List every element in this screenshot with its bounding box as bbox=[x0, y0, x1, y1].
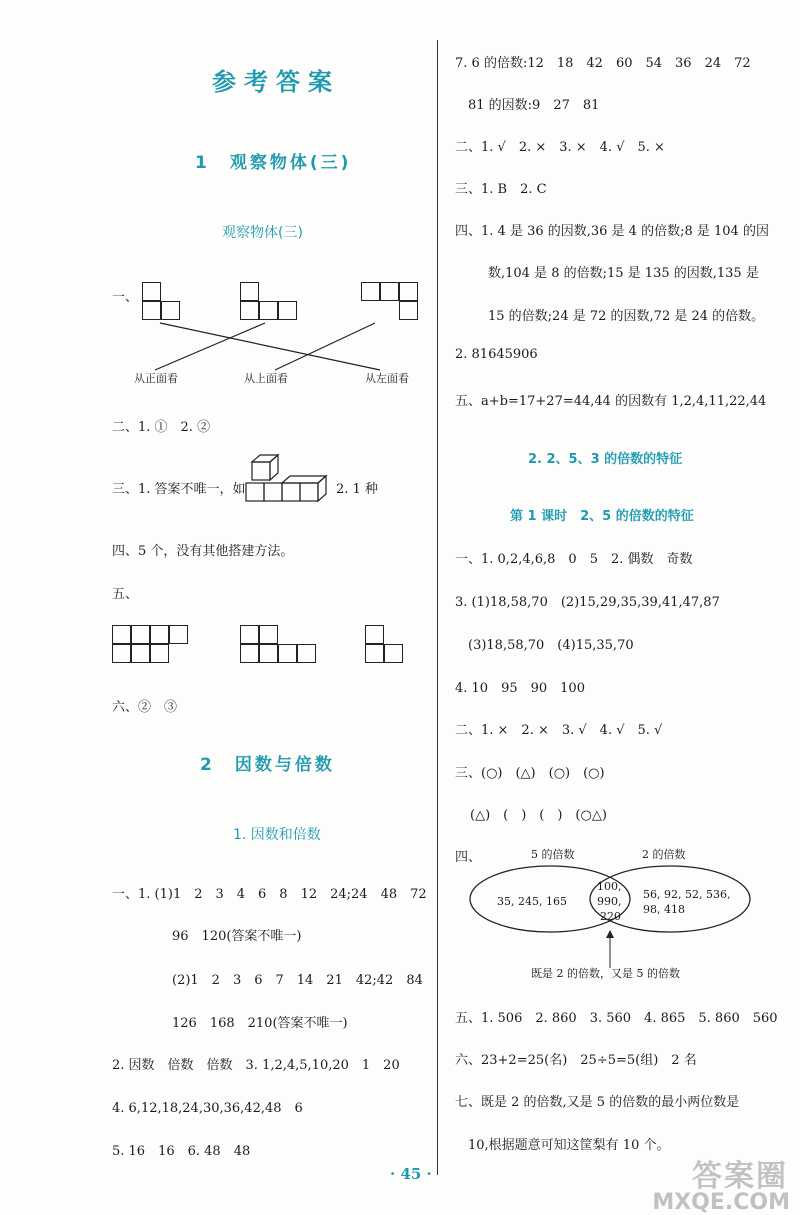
answer-line: 数,104 是 8 的倍数;15 是 135 的因数,135 是 bbox=[488, 266, 759, 281]
venn-left-only: 35, 245, 165 bbox=[497, 895, 567, 908]
venn-left-label: 5 的倍数 bbox=[531, 848, 575, 861]
answer-line: 2. 因数 倍数 倍数 3. 1,2,4,5,10,20 1 20 bbox=[112, 1058, 400, 1073]
label-left-view: 从左面看 bbox=[365, 372, 409, 385]
answer-line: 五、a+b=17+27=44,44 的因数有 1,2,4,11,22,44 bbox=[455, 394, 767, 409]
q5-label: 五、 bbox=[112, 587, 139, 602]
answer-line: 15 的倍数;24 是 72 的因数,72 是 24 的倍数。 bbox=[488, 309, 765, 324]
answer-line: 5. 16 16 6. 48 48 bbox=[112, 1144, 251, 1159]
answer-line: 10,根据题意可知这筐梨有 10 个。 bbox=[468, 1138, 670, 1153]
page-title: 参考答案 bbox=[212, 68, 340, 96]
venn-right-label: 2 的倍数 bbox=[642, 848, 686, 861]
answer-line: 六、23+2=25(名) 25÷5=5(组) 2 名 bbox=[455, 1053, 697, 1068]
answer-line: (3)18,58,70 (4)15,35,70 bbox=[468, 638, 634, 653]
q1-label: 一、 bbox=[112, 290, 139, 305]
answer-line: 三、1. B 2. C bbox=[455, 182, 547, 197]
page-number: · 45 · bbox=[390, 1165, 432, 1183]
answer-line: 81 的因数:9 27 81 bbox=[468, 98, 600, 113]
answer-line: 四、1. 4 是 36 的因数,36 是 4 的倍数;8 是 104 的因 bbox=[455, 224, 769, 239]
answer-line: 七、既是 2 的倍数,又是 5 的倍数的最小两位数是 bbox=[455, 1095, 740, 1110]
chapter-2-title: 2 因数与倍数 bbox=[200, 755, 335, 775]
lesson-1-title: 第 1 课时 2、5 的倍数的特征 bbox=[510, 509, 694, 524]
venn-arrow bbox=[604, 928, 616, 970]
watermark-url: MXQE.COM bbox=[652, 1190, 790, 1215]
q6-answer: 六、② ③ bbox=[112, 700, 178, 715]
venn-caption: 既是 2 的倍数，又是 5 的倍数 bbox=[531, 967, 680, 980]
venn-right-only-2: 98, 418 bbox=[643, 903, 685, 916]
venn-both-3: 220 bbox=[600, 910, 621, 923]
label-top-view: 从上面看 bbox=[244, 372, 288, 385]
section-observe-objects: 观察物体(三) bbox=[222, 225, 303, 241]
venn-both-1: 100, bbox=[597, 880, 622, 893]
answer-line: 3. (1)18,58,70 (2)15,29,35,39,41,47,87 bbox=[455, 595, 720, 610]
watermark-logo: 答案圈 bbox=[692, 1159, 788, 1194]
q3-answer-b: 2. 1 种 bbox=[336, 482, 378, 497]
answer-line: 一、1. (1)1 2 3 4 6 8 12 24;24 48 72 bbox=[112, 887, 427, 902]
venn-right-only-1: 56, 92, 52, 536, bbox=[643, 888, 731, 901]
chapter-1-title: 1 观察物体(三) bbox=[195, 153, 352, 173]
answer-line: 4. 6,12,18,24,30,36,42,48 6 bbox=[112, 1101, 303, 1116]
answer-line: (△) ( ) ( ) (○△) bbox=[470, 808, 607, 823]
answer-line: 三、(○) (△) (○) (○) bbox=[455, 766, 605, 781]
q4-answer: 四、5 个，没有其他搭建方法。 bbox=[112, 544, 294, 559]
answer-line: 二、1. × 2. × 3. √ 4. √ 5. √ bbox=[455, 723, 663, 738]
column-divider bbox=[437, 40, 438, 1175]
matching-lines bbox=[0, 0, 437, 400]
answer-line: 一、1. 0,2,4,6,8 0 5 2. 偶数 奇数 bbox=[455, 552, 693, 567]
section-factors-multiples: 1. 因数和倍数 bbox=[233, 827, 321, 843]
answer-line: 2. 81645906 bbox=[455, 347, 538, 362]
answer-line: 五、1. 506 2. 860 3. 560 4. 865 5. 860 560 bbox=[455, 1011, 778, 1026]
cube-stack-figure bbox=[240, 450, 330, 510]
q2-answer: 二、1. ① 2. ② bbox=[112, 420, 211, 435]
section-multiples-of-2-5-3: 2. 2、5、3 的倍数的特征 bbox=[528, 452, 683, 467]
label-front-view: 从正面看 bbox=[134, 372, 178, 385]
answer-line: 二、1. √ 2. × 3. × 4. √ 5. × bbox=[455, 140, 665, 155]
answer-line: (2)1 2 3 6 7 14 21 42;42 84 bbox=[172, 973, 423, 988]
answer-line: 96 120(答案不唯一) bbox=[172, 929, 302, 944]
q3-answer-a: 三、1. 答案不唯一，如 bbox=[112, 482, 246, 497]
venn-both-2: 990, bbox=[597, 895, 622, 908]
q4-label: 四、 bbox=[455, 850, 482, 865]
answer-line: 4. 10 95 90 100 bbox=[455, 681, 585, 696]
answer-line: 7. 6 的倍数:12 18 42 60 54 36 24 72 bbox=[455, 56, 751, 71]
answer-line: 126 168 210(答案不唯一) bbox=[172, 1016, 348, 1031]
